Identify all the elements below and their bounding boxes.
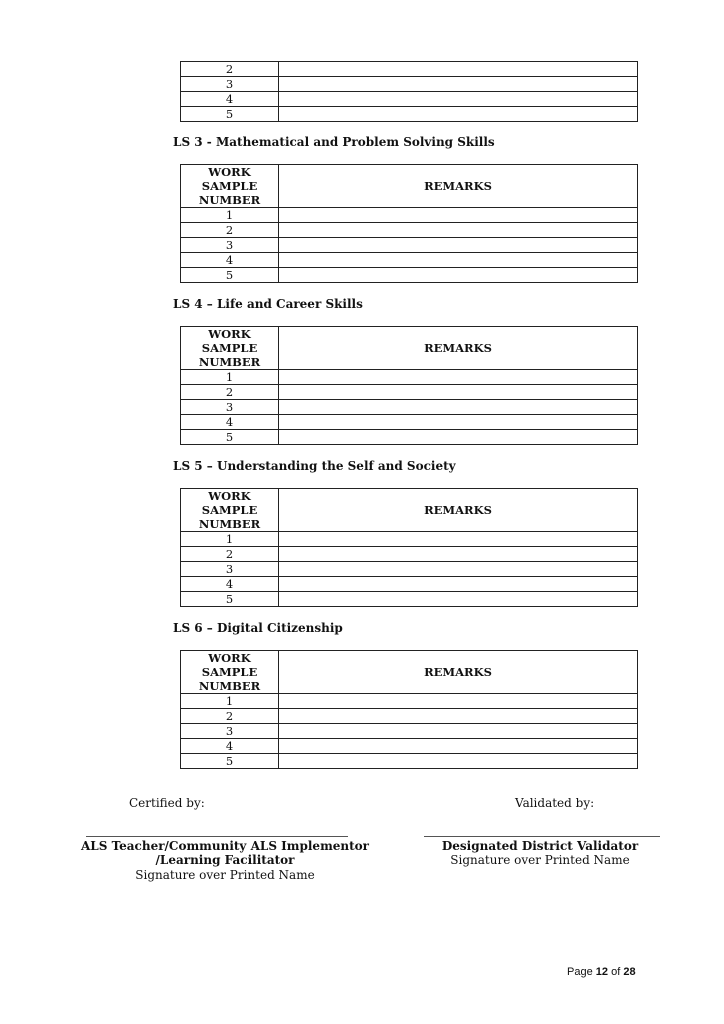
work-sample-number: 4	[181, 92, 279, 107]
table-row	[181, 77, 638, 92]
remarks-header: REMARKS	[279, 651, 638, 694]
remarks-cell	[279, 370, 638, 385]
validator-signature-caption: Signature over Printed Name	[450, 853, 630, 867]
page-of: of	[611, 966, 621, 978]
certifier-signature-caption: Signature over Printed Name	[135, 868, 315, 882]
work-sample-number: 5	[181, 430, 279, 445]
table-row	[181, 562, 638, 577]
remarks-cell	[279, 430, 638, 445]
work-sample-number-header: WORK SAMPLE NUMBER	[181, 489, 279, 532]
work-sample-number: 2	[181, 385, 279, 400]
table-ls3	[180, 164, 638, 283]
remarks-header: REMARKS	[279, 327, 638, 370]
table-row	[181, 370, 638, 385]
remarks-cell	[279, 739, 638, 754]
remarks-cell	[279, 724, 638, 739]
page-total: 28	[623, 966, 636, 978]
table-ls5	[180, 488, 638, 607]
certifier-role-line2: /Learning Facilitator	[155, 853, 295, 867]
header-row	[181, 165, 638, 208]
remarks-cell	[279, 92, 638, 107]
table-row	[181, 724, 638, 739]
remarks-header: REMARKS	[279, 165, 638, 208]
table-row	[181, 62, 638, 77]
work-sample-number: 5	[181, 592, 279, 607]
remarks-cell	[279, 400, 638, 415]
work-sample-number: 5	[181, 107, 279, 122]
table-row	[181, 694, 638, 709]
remarks-cell	[279, 223, 638, 238]
table-row	[181, 739, 638, 754]
work-sample-number: 3	[181, 238, 279, 253]
table-row	[181, 400, 638, 415]
remarks-cell	[279, 754, 638, 769]
work-sample-number: 1	[181, 370, 279, 385]
certified-by-label: Certified by:	[129, 796, 205, 810]
work-sample-number: 3	[181, 400, 279, 415]
table-row	[181, 223, 638, 238]
work-sample-number: 3	[181, 562, 279, 577]
remarks-cell	[279, 415, 638, 430]
table-row	[181, 430, 638, 445]
work-sample-number-header: WORK SAMPLE NUMBER	[181, 327, 279, 370]
remarks-cell	[279, 77, 638, 92]
table-row	[181, 107, 638, 122]
section-title-ls3: LS 3 - Mathematical and Problem Solving Skills	[173, 135, 495, 149]
work-sample-number: 2	[181, 223, 279, 238]
validator-role: Designated District Validator	[441, 839, 639, 853]
remarks-cell	[279, 268, 638, 283]
table-row	[181, 577, 638, 592]
work-sample-number-header: WORK SAMPLE NUMBER	[181, 651, 279, 694]
table-row	[181, 253, 638, 268]
remarks-cell	[279, 562, 638, 577]
remarks-cell	[279, 238, 638, 253]
remarks-cell	[279, 107, 638, 122]
remarks-cell	[279, 62, 638, 77]
table-ls6	[180, 650, 638, 769]
work-sample-number-header: WORK SAMPLE NUMBER	[181, 165, 279, 208]
table-row	[181, 592, 638, 607]
work-sample-number: 4	[181, 415, 279, 430]
validated-by-label: Validated by:	[515, 796, 595, 810]
header-row	[181, 651, 638, 694]
top-continuation-table	[180, 61, 638, 122]
remarks-cell	[279, 253, 638, 268]
header-row	[181, 327, 638, 370]
remarks-cell	[279, 208, 638, 223]
remarks-cell	[279, 694, 638, 709]
table-row	[181, 385, 638, 400]
page-number	[567, 966, 636, 978]
table-row	[181, 92, 638, 107]
work-sample-number: 4	[181, 253, 279, 268]
work-sample-number: 3	[181, 77, 279, 92]
remarks-cell	[279, 592, 638, 607]
work-sample-number: 1	[181, 694, 279, 709]
table-row	[181, 238, 638, 253]
table-row	[181, 268, 638, 283]
validator-signature-line	[424, 836, 660, 837]
table-row	[181, 547, 638, 562]
work-sample-number: 1	[181, 208, 279, 223]
section-title-ls4: LS 4 – Life and Career Skills	[173, 297, 363, 311]
work-sample-number: 5	[181, 268, 279, 283]
work-sample-number: 2	[181, 62, 279, 77]
remarks-header: REMARKS	[279, 489, 638, 532]
work-sample-number: 5	[181, 754, 279, 769]
table-row	[181, 532, 638, 547]
remarks-cell	[279, 547, 638, 562]
table-row	[181, 208, 638, 223]
work-sample-number: 2	[181, 547, 279, 562]
certifier-signature-line	[86, 836, 348, 837]
certifier-role-line1: ALS Teacher/Community ALS Implementor	[81, 839, 369, 853]
table-row	[181, 415, 638, 430]
remarks-cell	[279, 385, 638, 400]
table-row	[181, 754, 638, 769]
page-current: 12	[595, 966, 609, 978]
work-sample-number: 4	[181, 739, 279, 754]
remarks-cell	[279, 577, 638, 592]
table-row	[181, 709, 638, 724]
work-sample-number: 3	[181, 724, 279, 739]
remarks-cell	[279, 709, 638, 724]
table-ls4	[180, 326, 638, 445]
work-sample-number: 1	[181, 532, 279, 547]
header-row	[181, 489, 638, 532]
section-title-ls5: LS 5 – Understanding the Self and Society	[173, 459, 456, 473]
work-sample-number: 4	[181, 577, 279, 592]
remarks-cell	[279, 532, 638, 547]
page-word: Page	[567, 966, 593, 978]
work-sample-number: 2	[181, 709, 279, 724]
section-title-ls6: LS 6 – Digital Citizenship	[173, 621, 343, 635]
